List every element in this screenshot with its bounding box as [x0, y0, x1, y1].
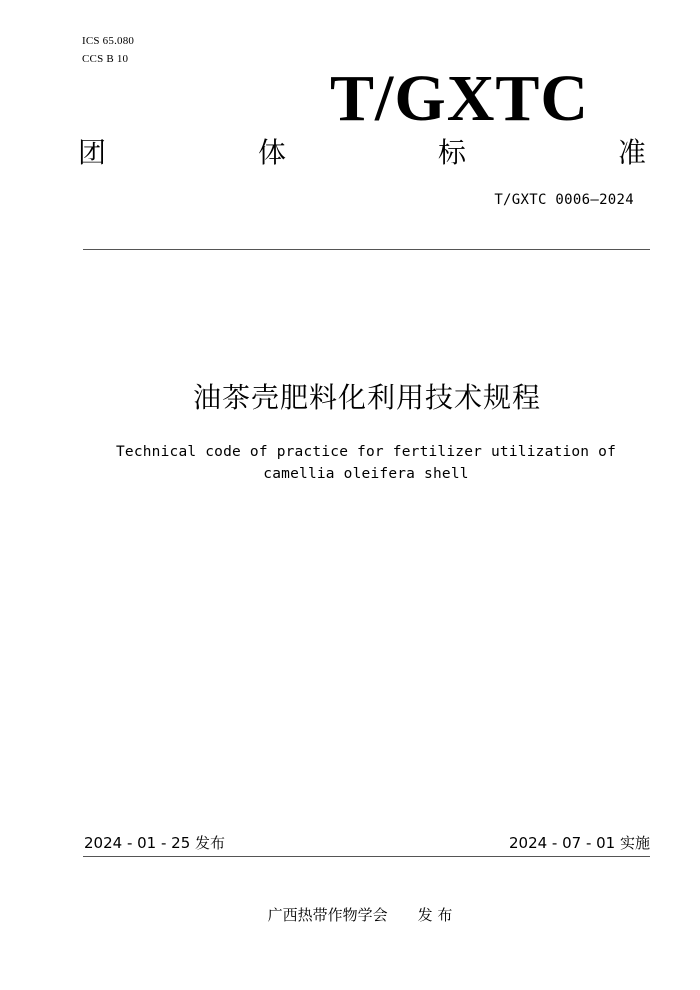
group-standard-heading — [78, 133, 646, 173]
group-standard-char: 准 — [617, 136, 646, 169]
issue-date: 2024 - 01 - 25 发布 — [84, 834, 226, 852]
implementation-date: 2024 - 07 - 01 实施 — [508, 834, 650, 852]
ccs-code: CCS B 10 — [82, 53, 129, 65]
document-title-en: Technical code of practice for fertilizer utilization of camellia oleifera shell — [115, 444, 617, 482]
standard-number: T/GXTC 0006—2024 — [494, 192, 634, 208]
standard-mark: T/GXTC — [330, 62, 590, 135]
publisher-line — [0, 904, 700, 925]
group-standard-char: 标 — [437, 136, 466, 169]
publisher-name: 广西热带作物学会 — [267, 906, 388, 924]
ics-code: ICS 65.080 — [82, 35, 135, 47]
header-divider — [83, 249, 650, 250]
group-standard-char: 体 — [257, 136, 286, 169]
group-standard-char: 团 — [78, 136, 107, 169]
document-title-zh: 油茶壳肥料化利用技术规程 — [192, 381, 541, 414]
footer-divider — [83, 856, 650, 857]
publish-action: 发 布 — [417, 906, 453, 924]
